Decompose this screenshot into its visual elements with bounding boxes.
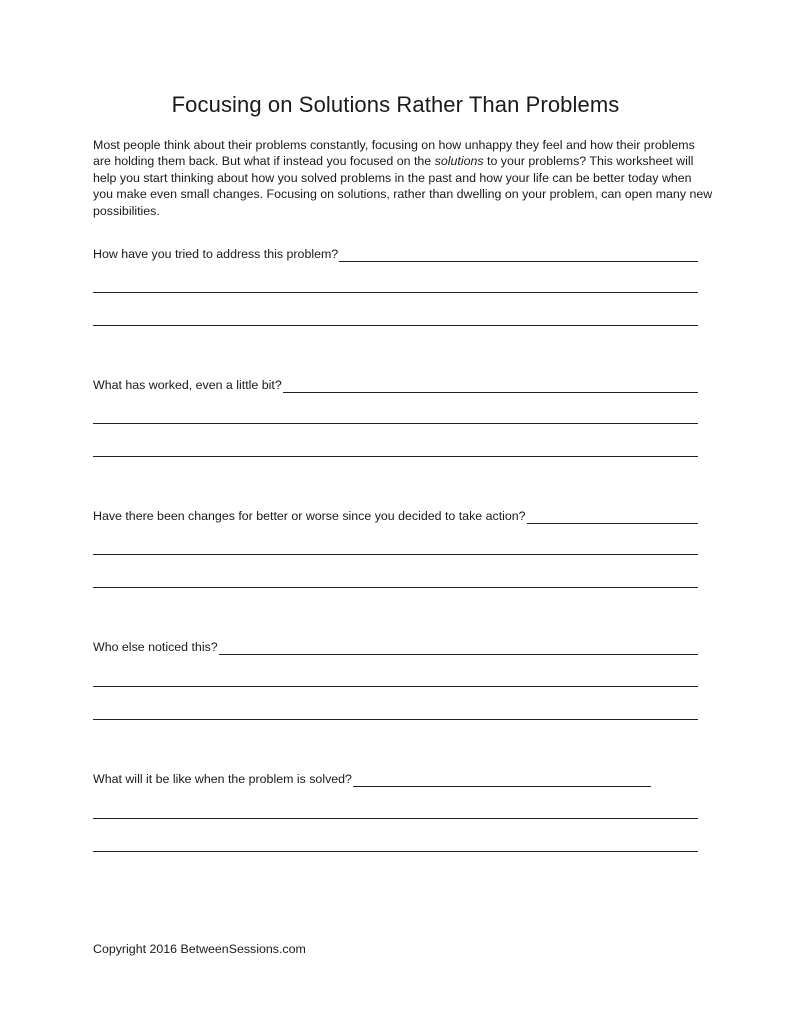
question-5 bbox=[93, 771, 651, 787]
question-3-writing-line-1[interactable] bbox=[93, 554, 698, 555]
question-5-answer-line[interactable] bbox=[353, 772, 651, 787]
worksheet-title: Focusing on Solutions Rather Than Problems bbox=[171, 92, 620, 117]
question-3-writing-line-2[interactable] bbox=[93, 587, 698, 588]
question-5-writing-line-1[interactable] bbox=[93, 818, 698, 819]
question-4-answer-line[interactable] bbox=[219, 640, 698, 655]
intro-text-start: Most people think about their problems constantly, focusing on how unhappy they feel and how their problems are holding them back. But what if instead you focused on the bbox=[93, 138, 695, 169]
intro-emphasis: solutions bbox=[434, 154, 484, 169]
question-2-writing-line-1[interactable] bbox=[93, 423, 698, 424]
question-4 bbox=[93, 639, 698, 655]
question-1 bbox=[93, 246, 698, 262]
question-1-writing-line-1[interactable] bbox=[93, 292, 698, 293]
question-1-writing-line-2[interactable] bbox=[93, 325, 698, 326]
question-4-writing-line-1[interactable] bbox=[93, 686, 698, 687]
intro-paragraph bbox=[93, 137, 713, 219]
question-1-answer-line[interactable] bbox=[339, 247, 698, 262]
question-2-writing-line-2[interactable] bbox=[93, 456, 698, 457]
question-2-label: What has worked, even a little bit? bbox=[93, 378, 282, 392]
question-2-answer-line[interactable] bbox=[283, 378, 698, 393]
question-5-writing-line-2[interactable] bbox=[93, 851, 698, 852]
question-3-answer-line[interactable] bbox=[527, 509, 698, 524]
question-2 bbox=[93, 377, 698, 393]
copyright-footer: Copyright 2016 BetweenSessions.com bbox=[93, 942, 306, 956]
question-3 bbox=[93, 508, 698, 524]
question-4-writing-line-2[interactable] bbox=[93, 719, 698, 720]
question-4-label: Who else noticed this? bbox=[93, 640, 218, 654]
intro-text-end: to your problems? This worksheet will help you start thinking about how you solved problems in the past and how your life can be better today when you make even small changes. Focusing on solutions, rather than dwelling on your problem, can open many new possibilities. bbox=[93, 154, 713, 218]
question-1-label: How have you tried to address this problem? bbox=[93, 247, 339, 261]
question-5-label: What will it be like when the problem is solved? bbox=[93, 772, 352, 786]
question-3-label: Have there been changes for better or worse since you decided to take action? bbox=[93, 509, 526, 523]
